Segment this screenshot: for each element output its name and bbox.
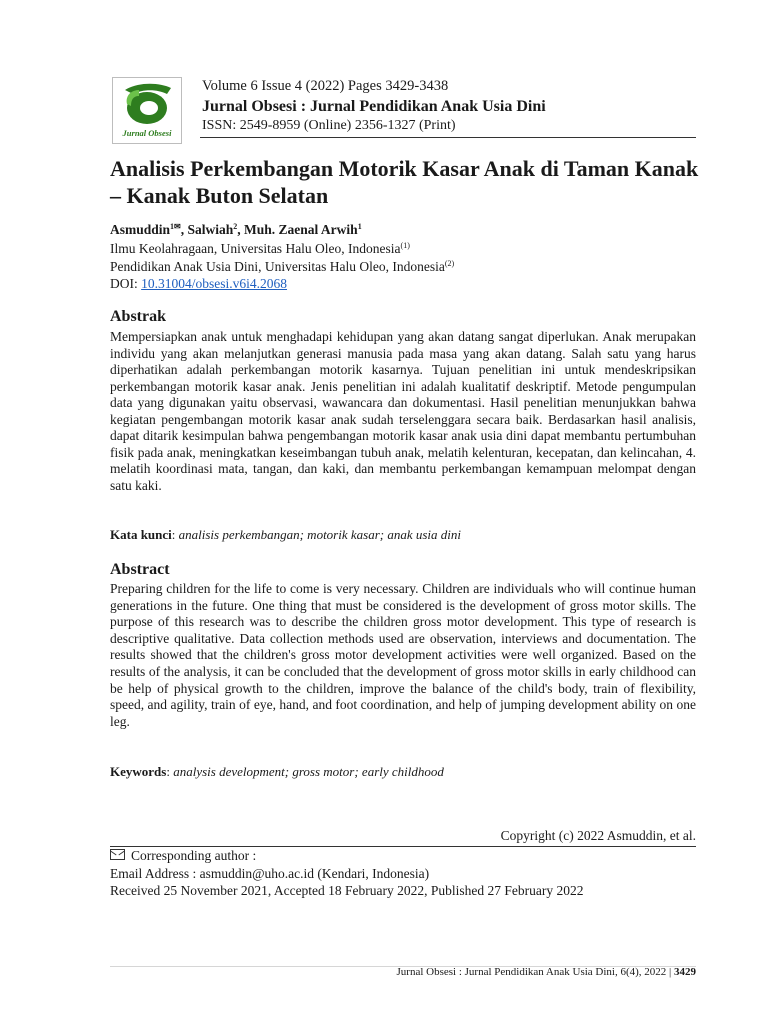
author-marker: 1✉ bbox=[170, 222, 181, 231]
author-name: , Muh. Zaenal Arwih bbox=[237, 222, 358, 237]
kata-kunci-value: analisis perkembangan; motorik kasar; anak usia dini bbox=[178, 527, 462, 542]
author-marker: 2 bbox=[233, 222, 238, 231]
page-number: 3429 bbox=[674, 966, 696, 978]
author-marker: 1 bbox=[357, 222, 362, 231]
corresponding-author bbox=[110, 847, 584, 865]
keywords-value: analysis development; gross motor; early childhood bbox=[173, 764, 444, 779]
doi-label: DOI: bbox=[110, 276, 142, 291]
affiliation-text: Ilmu Keolahragaan, Universitas Halu Oleo, Indonesia bbox=[110, 241, 401, 256]
publication-dates: Received 25 November 2021, Accepted 18 February 2022, Published 27 February 2022 bbox=[110, 883, 584, 898]
mail-icon bbox=[110, 849, 125, 860]
author-name: Asmuddin bbox=[110, 222, 171, 237]
keywords-label: Keywords bbox=[110, 764, 167, 779]
affiliation-text: Pendidikan Anak Usia Dini, Universitas Halu Oleo, Indonesia bbox=[110, 259, 445, 274]
issn-info: ISSN: 2549-8959 (Online) 2356-1327 (Print) bbox=[202, 118, 456, 133]
email-address: Email Address : asmuddin@uho.ac.id (Kendari, Indonesia) bbox=[110, 865, 430, 881]
affiliation bbox=[110, 259, 454, 275]
journal-logo bbox=[112, 77, 182, 144]
affiliation-marker: (1) bbox=[400, 241, 410, 250]
header-divider bbox=[200, 137, 696, 138]
author-name: , Salwiah bbox=[180, 222, 234, 237]
article-title: Analisis Perkembangan Motorik Kasar Anak di Taman Kanak – Kanak Buton Selatan bbox=[110, 156, 699, 208]
keywords bbox=[110, 764, 444, 780]
abstract-heading: Abstract bbox=[110, 561, 170, 578]
doi-line bbox=[110, 276, 287, 292]
copyright: Copyright (c) 2022 Asmuddin, et al. bbox=[500, 828, 696, 843]
journal-name: Jurnal Obsesi : Jurnal Pendidikan Anak Usia Dini bbox=[202, 98, 546, 115]
doi-link[interactable]: 10.31004/obsesi.v6i4.2068 bbox=[141, 276, 288, 291]
kata-kunci bbox=[110, 527, 461, 543]
kata-kunci-label: Kata kunci bbox=[110, 527, 172, 542]
separator: : bbox=[166, 764, 174, 779]
affiliation bbox=[110, 241, 410, 257]
volume-info: Volume 6 Issue 4 (2022) Pages 3429-3438 bbox=[202, 78, 449, 94]
abstract-body: Preparing children for the life to come is very necessary. Children are individuals who will continue human generations in the future. One thing that must be considered is the development of gross motor skills. The purpose of this research was to describe the children gross motor development. This type of research is descriptive qualitative. Data collection methods used are observation, interviews and documentation. The results showed that the children's gross motor development activities were well organized. Based on the results of the analysis, it can be concluded that the development of gross motor skills in early childhood can be help of physical growth to the children, improve the balance of the child's body, train of flexibility, speed, and agility, train of eye, hand, and foot coordination, and help of jumping development ability on one leg. bbox=[110, 581, 696, 729]
abstrak-body: Mempersiapkan anak untuk menghadapi kehidupan yang akan datang sangat diperlukan. Anak merupakan individu yang akan melanjutkan generasi manusia pada masa yang akan datang. Salah satu yang harus diperhatikan adalah perkembangan motorik kasarnya. Tujuan penelitian ini untuk mendeskripsikan perkembangan motorik kasar anak. Jenis penelitian ini adalah kualitatif deskriptif. Metode pengumpulan data yang digunakan yaitu observasi, wawancara dan dokumentasi. Hasil penelitian menunjukkan bahwa kegiatan pengembangan motorik kasar anak sudah terselenggara secara baik. Berdasarkan hasil analisis, dapat ditarik kesimpulan bahwa pengembangan motorik kasar anak usia dini dapat membantu pertumbuhan fisik pada anak, meningkatkan keseimbangan tubuh anak, melatih kelenturan, kecepatan, dan kelincahan, 4. melatih koordinasi mata, tangan, dan kaki, dan membantu perkembangan kemampuan melompat dengan satu kaki. bbox=[110, 329, 696, 493]
affiliation-marker: (2) bbox=[444, 259, 455, 268]
footer-citation: Jurnal Obsesi : Jurnal Pendidikan Anak Usia Dini, 6(4), 2022 | bbox=[396, 966, 672, 978]
abstrak-heading: Abstrak bbox=[110, 308, 167, 325]
jurnal-obsesi-logo-icon bbox=[113, 78, 181, 128]
page-footer bbox=[397, 966, 696, 978]
author-list bbox=[110, 222, 362, 238]
logo-text: Jurnal Obsesi bbox=[122, 128, 172, 138]
corresponding-label: Corresponding author : bbox=[131, 848, 257, 863]
separator: : bbox=[171, 527, 179, 542]
correspondence-block bbox=[110, 847, 584, 900]
